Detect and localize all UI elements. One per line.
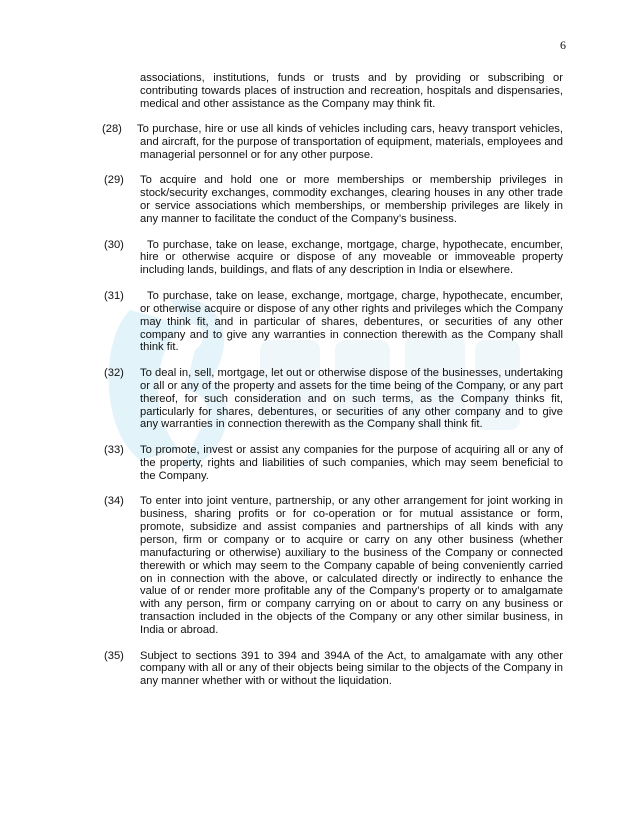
clause-35	[104, 649, 563, 689]
clause-28	[102, 123, 563, 162]
clause-text: To purchase, take on lease, exchange, mortgage, charge, hypothecate, encumber, hire or otherwise acquire or dispose of any moveable or immoveable property including lands, buildings, and flats of any description in India or elsewhere.	[140, 238, 563, 277]
clause-text: To enter into joint venture, partnership, or any other arrangement for joint working in business, sharing profits or for co-operation or for mutual assistance or form, promote, subsidize and assist companies and partnerships of all kinds with any person, firm or company or to acquire or carry on any other business (whether manufacturing or otherwise) auxiliary to the business of the Company or connected therewith or which may seem to the Company capable of being conveniently carried on in connection with the above, or calculated directly or indirectly to enhance the value of or render more profitable any of the Company’s property or to amalgamate with any person, firm or company carrying on or about to carry on any business or transaction included in the objects of the Company or any other similar business, in India or abroad.	[140, 495, 563, 637]
document-body	[0, 72, 638, 701]
clause-text: To deal in, sell, mortgage, let out or otherwise dispose of the businesses, undertaking or all or any of the property and assets for the time being of the Company, or any part thereof, for such consideration and on such terms, as the Company thinks fit, particularly for shares, debentures, or securities of any other company and to give any warranties in connection therewith as the Company shall think fit.	[140, 366, 563, 431]
clause-34	[104, 495, 563, 637]
clause-text: To purchase, take on lease, exchange, mortgage, charge, hypothecate, encumber, or otherwise acquire or dispose of any other rights and privileges which the Company may think fit, and in particular of shares, debentures, or securities of any other company and to give any warranties in connection therewith as the Company shall think fit.	[140, 289, 563, 354]
clause-31	[104, 289, 563, 355]
clause-text: To acquire and hold one or more memberships or membership privileges in stock/security exchanges, commodity exchanges, clearing houses in any other trade or service associations which memberships, or membership privileges are likely in any manner to facilitate the conduct of the Company’s business.	[140, 174, 563, 226]
clause-32	[104, 366, 563, 432]
clause-33	[104, 443, 563, 483]
page-number: 6	[560, 38, 566, 52]
clause-30	[104, 238, 563, 278]
clause-number: (31)	[104, 289, 124, 302]
clause-continuation	[140, 72, 563, 111]
clause-number: (34)	[104, 495, 124, 508]
clause-number: (29)	[104, 174, 124, 187]
clause-number: (30)	[104, 238, 124, 251]
clause-number: (33)	[104, 443, 124, 456]
clause-29	[104, 174, 563, 226]
clause-number: (32)	[104, 366, 124, 379]
clause-text: associations, institutions, funds or trusts and by providing or subscribing or contributing towards places of instruction and recreation, hospitals and dispensaries, medical and other assistance as the Company may think fit.	[140, 72, 563, 110]
clause-text: To purchase, hire or use all kinds of vehicles including cars, heavy transport vehicles, and aircraft, for the purpose of transportation of equipment, materials, employees and managerial personnel or for any other purpose.	[137, 123, 563, 162]
clause-text: To promote, invest or assist any companies for the purpose of acquiring all or any of the property, rights and liabilities of such companies, which may seem beneficial to the Company.	[140, 443, 563, 482]
clause-number: (35)	[104, 649, 124, 662]
clause-number: (28)	[102, 123, 122, 136]
clause-text: Subject to sections 391 to 394 and 394A of the Act, to amalgamate with any other company with all or any of their objects being similar to the objects of the Company in any manner whether with or without the liquidation.	[140, 649, 563, 688]
